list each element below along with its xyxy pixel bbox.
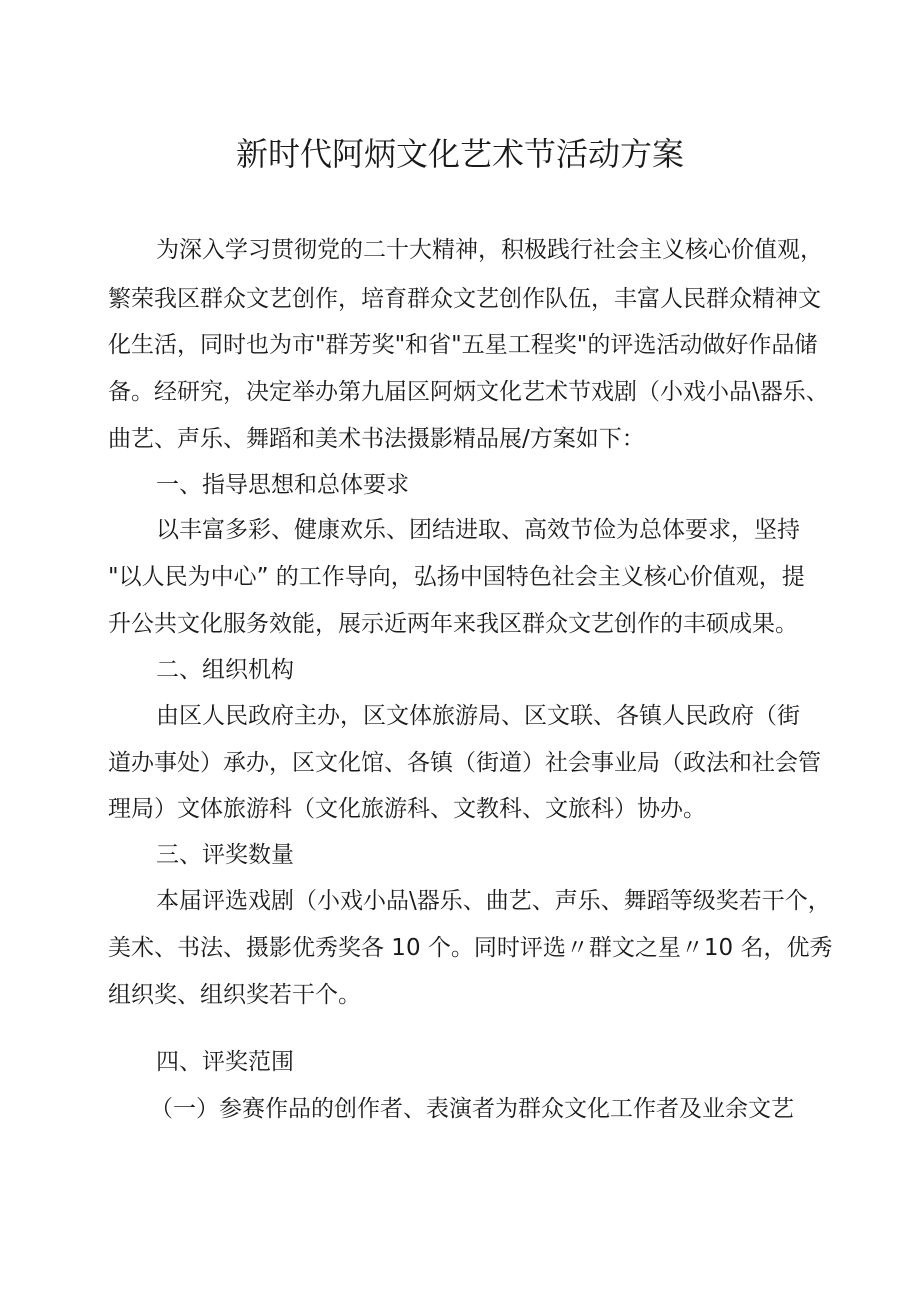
section-1-line-3: 升公共文化服务效能，展示近两年来我区群众文艺创作的丰硕成果。	[108, 611, 798, 637]
paragraph-intro-line-1: 为深入学习贯彻党的二十大精神，积极践行社会主义核心价值观，	[156, 237, 823, 263]
section-heading-1: 一、指导思想和总体要求	[156, 472, 409, 498]
paragraph-intro-line-4: 备。经研究，决定举办第九届区阿炳文化艺术节戏剧（小戏小品\器乐、	[108, 379, 829, 405]
section-heading-3: 三、评奖数量	[156, 842, 294, 868]
section-2-line-1: 由区人民政府主办，区文体旅游局、区文联、各镇人民政府（街	[156, 703, 800, 729]
section-heading-4: 四、评奖范围	[156, 1049, 294, 1075]
section-1-line-2: "以人民为中心” 的工作导向，弘扬中国特色社会主义核心价值观，提	[108, 564, 805, 590]
paragraph-intro-line-3: 化生活，同时也为市"群芳奖"和省"五星工程奖"的评选活动做好作品储	[108, 332, 818, 358]
section-2-line-2: 道办事处）承办，区文化馆、各镇（街道）社会事业局（政法和社会管	[108, 750, 821, 776]
section-3-line-3: 组织奖、组织奖若干个。	[108, 982, 361, 1008]
section-3-line-1: 本届评选戏剧（小戏小品\器乐、曲艺、声乐、舞蹈等级奖若干个，	[156, 888, 831, 914]
paragraph-intro-line-5: 曲艺、声乐、舞蹈和美术书法摄影精品展/方案如下：	[108, 426, 645, 452]
paragraph-intro-line-2: 繁荣我区群众文艺创作，培育群众文艺创作队伍，丰富人民群众精神文	[108, 286, 821, 312]
section-2-line-3: 理局）文体旅游科（文化旅游科、文教科、文旅科）协办。	[108, 796, 706, 822]
section-4-line-1: （一）参赛作品的创作者、表演者为群众文化工作者及业余文艺	[150, 1096, 794, 1122]
document-title: 新时代阿炳文化艺术节活动方案	[235, 135, 684, 173]
section-heading-2: 二、组织机构	[156, 657, 294, 683]
section-3-line-2: 美术、书法、摄影优秀奖各 10 个。同时评选〃群文之星〃10 名，优秀	[108, 935, 833, 961]
section-1-line-1: 以丰富多彩、健康欢乐、团结进取、高效节俭为总体要求，坚持	[156, 517, 800, 543]
